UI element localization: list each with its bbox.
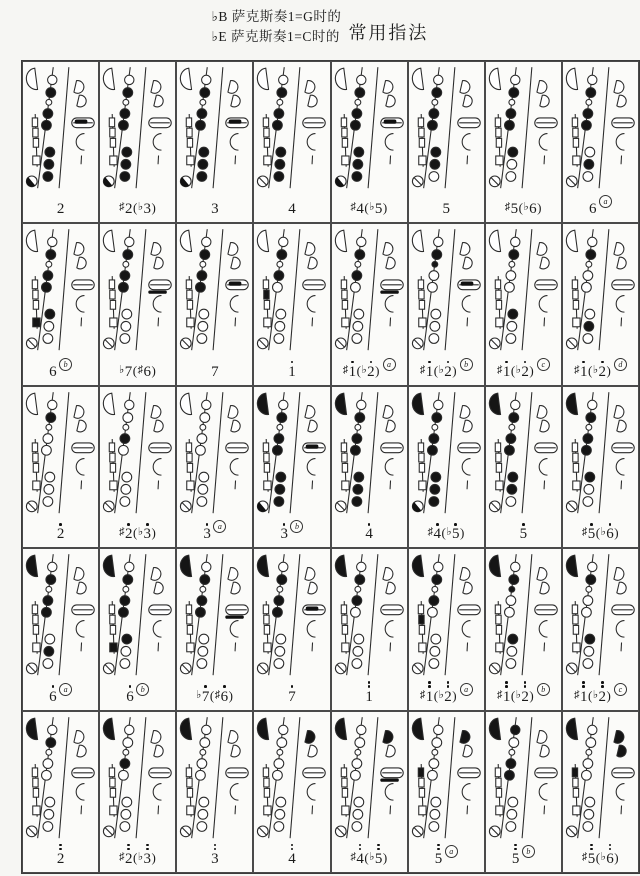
scale-degree: 2 (125, 844, 133, 867)
fingering-diagram (563, 549, 638, 680)
fingering-label: ♭ 7 ( ♯ 6 ) (177, 681, 252, 710)
fingering-label (254, 356, 329, 385)
fingering-diagram (409, 712, 484, 843)
accidental: ♯ (419, 363, 426, 376)
octave-dot (609, 848, 612, 851)
fingering-label (563, 193, 638, 222)
fingering-diagram (332, 224, 407, 355)
fingering-cell (99, 711, 176, 873)
fingering-cell (22, 223, 99, 385)
fingering-label (23, 356, 98, 385)
fingering-label (177, 356, 252, 385)
scale-degree: 7 (202, 685, 210, 704)
octave-dot (59, 844, 62, 847)
scale-degree: 5 (510, 201, 519, 218)
octave-dot (291, 844, 294, 847)
scale-degree: 5 (442, 201, 450, 218)
fingering-cell (99, 223, 176, 385)
fingering-label: ♯ 2 ( ♭ 3 ) (100, 843, 175, 872)
fingering-label (254, 843, 329, 872)
octave-dot (204, 685, 207, 688)
accidental: ♯ (496, 688, 503, 701)
octave-dot (524, 361, 527, 364)
scale-degree: 3 (203, 523, 211, 542)
fingering-cell (331, 548, 408, 710)
scale-degree: 5 (588, 523, 596, 542)
scale-degree: 1 (349, 361, 357, 380)
fingering-label (100, 681, 175, 710)
fingering-label (254, 518, 329, 547)
scale-degree: 6 (529, 201, 537, 218)
fingering-cell (562, 386, 639, 548)
accidental: ♭ (600, 526, 606, 539)
variant-badge: b (537, 683, 550, 696)
scale-degree: 2 (444, 361, 452, 380)
fingering-cell (99, 386, 176, 548)
title-main: 常用指法 (348, 22, 429, 43)
title-line-bb: ♭B 萨克斯奏1=G时的 (211, 9, 342, 24)
octave-dot (514, 844, 517, 847)
accidental: ♭ (438, 363, 444, 376)
variant-badge: b (136, 683, 149, 696)
fingering-label: ♯ 2 ( ♭ 3 ) (100, 518, 175, 547)
fingering-label (332, 518, 407, 547)
fingering-cell (408, 386, 485, 548)
scale-degree: 4 (433, 523, 441, 542)
accidental: ♭ (137, 201, 144, 214)
octave-dot (370, 361, 373, 364)
variant-badge: a (213, 520, 226, 533)
accidental: ♯ (137, 363, 144, 376)
octave-dot (377, 844, 380, 847)
scale-degree: 2 (367, 361, 375, 380)
accidental: ♯ (581, 526, 588, 539)
fingering-label (23, 518, 98, 547)
scale-degree: 6 (49, 685, 57, 704)
accidental: ♯ (427, 526, 433, 539)
accidental: ♯ (496, 363, 503, 376)
fingering-label: ♯ 4 ( ♭ 5 ) (409, 518, 484, 547)
fingering-diagram (332, 62, 407, 193)
octave-dot (214, 844, 217, 847)
accidental: ♭ (592, 363, 599, 376)
fingering-cell (485, 223, 562, 385)
octave-dot (214, 848, 217, 851)
fingering-label: ♯ 2 ( ♭ 3 ) (118, 200, 156, 218)
fingering-diagram (486, 387, 561, 518)
fingering-diagram (409, 549, 484, 680)
scale-degree: 2 (57, 844, 65, 867)
scale-degree: 3 (280, 523, 288, 542)
fingering-cell (22, 386, 99, 548)
octave-dot (601, 685, 604, 688)
accidental: ♭ (196, 688, 202, 701)
octave-dot (146, 844, 149, 847)
variant-badge: a (59, 683, 72, 696)
scale-degree: 2 (125, 523, 133, 542)
fingering-label: ♯ 1 ( ♭ 2 ) d (563, 356, 638, 385)
variant-badge: c (614, 683, 627, 696)
title-line-eb: ♭E 萨克斯奏1=C时的 (211, 28, 340, 44)
fingering-diagram (332, 387, 407, 518)
scale-degree: 5 (512, 844, 520, 867)
scale-degree: 5 (435, 844, 443, 867)
scale-degree: 2 (57, 523, 65, 542)
fingering-label: ♯ 4 ( ♭ 5 ) (350, 200, 388, 218)
scale-degree: 3 (211, 201, 219, 218)
scale-degree: 2 (599, 681, 607, 704)
octave-dot (146, 848, 149, 851)
octave-dot (590, 844, 593, 847)
scale-degree: 2 (124, 201, 133, 218)
fingering-label: ♯ 5 ( ♭ 6 ) (563, 843, 638, 872)
octave-dot (601, 361, 604, 364)
accidental: ♭ (438, 688, 444, 701)
octave-dot (52, 685, 55, 688)
fingering-diagram (100, 712, 175, 843)
octave-dot (505, 681, 508, 684)
fingering-cell (253, 386, 330, 548)
fingering-label (254, 193, 329, 222)
fingering-cell (485, 548, 562, 710)
fingering-cell (176, 386, 253, 548)
accidental: ♯ (350, 201, 356, 214)
fingering-label (409, 193, 484, 222)
fingering-diagram (486, 549, 561, 680)
fingering-cell (408, 61, 485, 223)
accidental: ♯ (342, 363, 349, 376)
fingering-label: ♯ 5 ( ♭ 6 ) (563, 518, 638, 547)
octave-dot (514, 848, 517, 851)
octave-dot (351, 361, 354, 364)
scale-degree: 1 (503, 681, 511, 704)
fingering-diagram (409, 62, 484, 193)
scale-degree: 1 (288, 361, 296, 380)
variant-badge: b (522, 845, 535, 858)
accidental: ♭ (361, 363, 367, 376)
fingering-cell (562, 711, 639, 873)
octave-dot (582, 685, 585, 688)
fingering-label: ♯ 1 ( ♭ 2 ) c (486, 356, 561, 385)
fingering-cell (562, 223, 639, 385)
accidental: ♯ (214, 688, 221, 701)
fingering-diagram (23, 549, 98, 680)
fingering-diagram (23, 712, 98, 843)
fingering-diagram (486, 224, 561, 355)
fingering-diagram (563, 712, 638, 843)
fingering-diagram (177, 549, 252, 680)
fingering-label (409, 843, 484, 872)
accidental: ♭ (523, 201, 529, 214)
page-title (0, 7, 640, 46)
octave-dot (291, 685, 294, 688)
fingering-grid (21, 60, 640, 874)
variant-badge: a (460, 683, 473, 696)
octave-dot (127, 848, 130, 851)
variant-badge: a (599, 195, 612, 208)
scale-degree: 2 (599, 361, 607, 380)
fingering-label (254, 681, 329, 710)
fingering-cell (99, 548, 176, 710)
fingering-label (177, 843, 252, 872)
fingering-diagram (332, 549, 407, 680)
variant-badge: a (445, 845, 458, 858)
scale-degree: 6 (126, 685, 134, 704)
scale-degree: 4 (356, 844, 364, 867)
fingering-label: ♭ 7 ( ♯ 6 ) (118, 362, 156, 380)
accidental: ♯ (118, 526, 125, 539)
fingering-cell (408, 711, 485, 873)
octave-dot (428, 681, 431, 684)
accidental: ♭ (600, 850, 606, 863)
fingering-cell (562, 61, 639, 223)
scale-degree: 1 (503, 361, 511, 380)
octave-dot (601, 681, 604, 684)
fingering-diagram (100, 387, 175, 518)
scale-degree: 7 (124, 363, 133, 380)
variant-badge: a (383, 358, 396, 371)
scale-degree: 5 (374, 201, 383, 218)
accidental: ♯ (573, 688, 580, 701)
fingering-diagram (563, 62, 638, 193)
fingering-cell (176, 61, 253, 223)
fingering-diagram (177, 387, 252, 518)
octave-dot (447, 681, 450, 684)
fingering-cell (331, 711, 408, 873)
octave-dot (223, 685, 226, 688)
octave-dot (428, 361, 431, 364)
scale-degree: 5 (452, 523, 460, 542)
octave-dot (437, 848, 440, 851)
scale-degree: 3 (143, 201, 152, 218)
title-key-lines (212, 7, 342, 46)
octave-dot (524, 685, 527, 688)
accidental: ♭ (515, 688, 521, 701)
fingering-label: ♯ 1 ( ♭ 2 ) a (409, 681, 484, 710)
octave-dot (505, 361, 508, 364)
fingering-label (23, 193, 98, 222)
scale-degree: 6 (606, 844, 614, 867)
fingering-cell (22, 711, 99, 873)
fingering-diagram (100, 62, 175, 193)
fingering-cell (176, 711, 253, 873)
fingering-cell (253, 223, 330, 385)
octave-dot (582, 361, 585, 364)
scale-degree: 5 (520, 523, 528, 542)
accidental: ♯ (350, 850, 356, 863)
octave-dot (359, 848, 362, 851)
fingering-diagram (409, 224, 484, 355)
fingering-diagram (254, 224, 329, 355)
octave-dot (127, 844, 130, 847)
octave-dot (447, 685, 450, 688)
octave-dot (582, 681, 585, 684)
scale-degree: 7 (288, 685, 296, 704)
octave-dot (59, 848, 62, 851)
fingering-cell (176, 548, 253, 710)
fingering-diagram (23, 62, 98, 193)
fingering-cell (22, 61, 99, 223)
fingering-label (23, 681, 98, 710)
fingering-diagram (100, 549, 175, 680)
variant-badge: b (460, 358, 473, 371)
scale-degree: 1 (580, 361, 588, 380)
accidental: ♯ (118, 850, 125, 863)
accidental: ♯ (118, 201, 125, 214)
fingering-label (486, 518, 561, 547)
octave-dot (447, 361, 450, 364)
scale-degree: 4 (365, 523, 373, 542)
fingering-diagram (23, 387, 98, 518)
accidental: ♭ (592, 688, 599, 701)
fingering-cell (253, 548, 330, 710)
octave-dot (291, 361, 294, 364)
fingering-diagram (563, 387, 638, 518)
scale-degree: 6 (221, 685, 229, 704)
scale-degree: 7 (211, 363, 219, 380)
fingering-cell (408, 223, 485, 385)
scale-degree: 6 (606, 523, 614, 542)
fingering-diagram (254, 62, 329, 193)
accidental: ♭ (515, 363, 521, 376)
scale-degree: 2 (56, 201, 65, 218)
fingering-diagram (100, 224, 175, 355)
fingering-label (23, 843, 98, 872)
fingering-label: ♯ 1 ( ♭ 2 ) a (332, 356, 407, 385)
octave-dot (368, 681, 371, 684)
accidental: ♭ (137, 850, 144, 863)
scale-degree: 2 (521, 361, 529, 380)
fingering-cell (485, 61, 562, 223)
accidental: ♭ (369, 850, 375, 863)
octave-dot (291, 848, 294, 851)
fingering-diagram (486, 712, 561, 843)
scale-degree: 6 (49, 363, 57, 380)
scale-degree: 1 (365, 681, 373, 704)
accidental: ♭ (137, 526, 144, 539)
fingering-diagram (254, 712, 329, 843)
fingering-diagram (409, 387, 484, 518)
octave-dot (505, 685, 508, 688)
octave-dot (129, 685, 132, 688)
fingering-label (177, 193, 252, 222)
fingering-diagram (486, 62, 561, 193)
fingering-diagram (332, 712, 407, 843)
fingering-label (486, 843, 561, 872)
fingering-cell (99, 61, 176, 223)
fingering-cell (562, 548, 639, 710)
scale-degree: 3 (144, 844, 152, 867)
variant-badge: d (614, 358, 627, 371)
fingering-diagram (177, 224, 252, 355)
fingering-diagram (254, 387, 329, 518)
fingering-cell (331, 386, 408, 548)
accidental: ♭ (369, 201, 375, 214)
fingering-cell (408, 548, 485, 710)
fingering-cell (331, 61, 408, 223)
variant-badge: b (59, 358, 72, 371)
fingering-cell (253, 61, 330, 223)
fingering-cell (253, 711, 330, 873)
accidental: ♯ (419, 688, 426, 701)
octave-dot (590, 848, 593, 851)
scale-degree: 4 (288, 201, 296, 218)
fingering-diagram (177, 62, 252, 193)
octave-dot (359, 844, 362, 847)
fingering-diagram (254, 549, 329, 680)
scale-degree: 6 (588, 201, 597, 218)
scale-degree: 3 (211, 844, 219, 867)
fingering-diagram (23, 224, 98, 355)
fingering-label: ♯ 1 ( ♭ 2 ) c (563, 681, 638, 710)
fingering-label (332, 681, 407, 710)
variant-badge: c (537, 358, 550, 371)
fingering-label: ♯ 5 ( ♭ 6 ) (504, 200, 542, 218)
fingering-label: ♯ 1 ( ♭ 2 ) b (486, 681, 561, 710)
accidental: ♯ (504, 201, 511, 214)
scale-degree: 5 (375, 844, 383, 867)
scale-degree: 4 (356, 201, 364, 218)
fingering-cell (331, 223, 408, 385)
octave-dot (428, 685, 431, 688)
scale-degree: 3 (144, 523, 152, 542)
octave-dot (377, 848, 380, 851)
variant-badge: b (290, 520, 303, 533)
accidental: ♭ (118, 363, 125, 376)
fingering-label: ♯ 4 ( ♭ 5 ) (332, 843, 407, 872)
fingering-label: ♯ 1 ( ♭ 2 ) b (409, 356, 484, 385)
scale-degree: 4 (288, 844, 296, 867)
fingering-label (177, 518, 252, 547)
scale-degree: 2 (444, 681, 452, 704)
fingering-diagram (563, 224, 638, 355)
accidental: ♯ (581, 850, 588, 863)
fingering-cell (176, 223, 253, 385)
fingering-cell (485, 711, 562, 873)
scale-degree: 1 (426, 681, 434, 704)
scale-degree: 6 (143, 363, 152, 380)
fingering-cell (485, 386, 562, 548)
octave-dot (524, 681, 527, 684)
accidental: ♯ (573, 363, 580, 376)
scale-degree: 1 (580, 681, 588, 704)
octave-dot (437, 844, 440, 847)
scale-degree: 1 (426, 361, 434, 380)
scale-degree: 2 (521, 681, 529, 704)
fingering-cell (22, 548, 99, 710)
octave-dot (368, 685, 371, 688)
accidental: ♭ (446, 526, 452, 539)
scale-degree: 5 (588, 844, 596, 867)
octave-dot (609, 844, 612, 847)
fingering-diagram (177, 712, 252, 843)
